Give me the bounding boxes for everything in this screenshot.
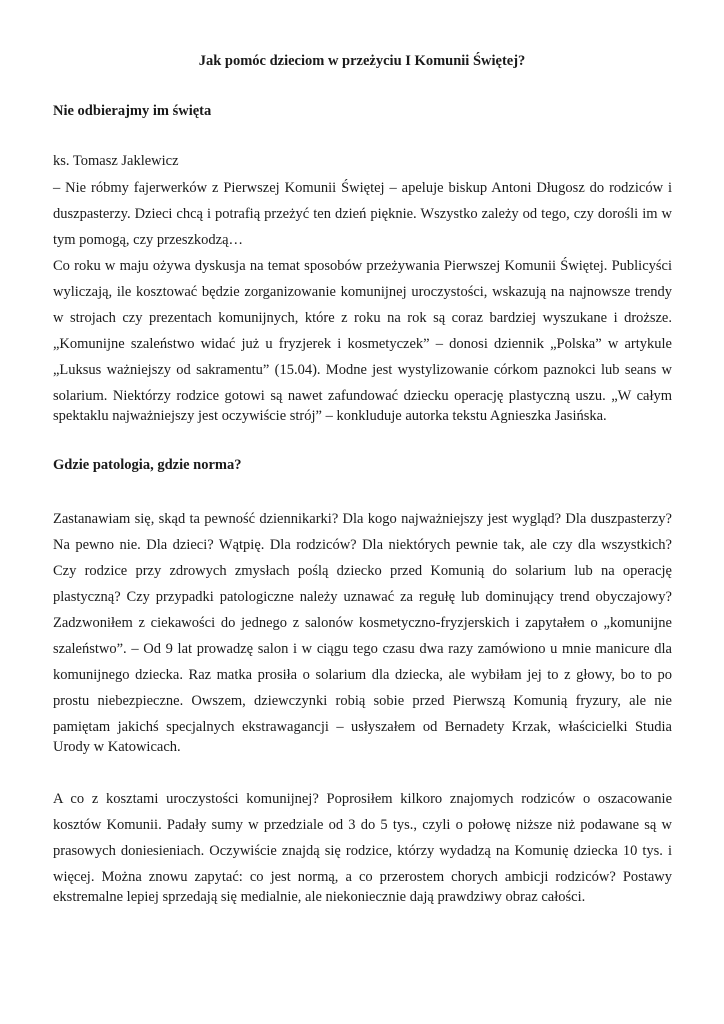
text-line: Urody w Katowicach.	[53, 739, 181, 755]
document-title: Jak pomóc dzieciom w przeżyciu I Komunii Świętej?	[198, 53, 526, 69]
text-line: duszpasterzy. Dzieci chcą i potrafią przeżyć ten dzień pięknie. Wszystko zależy od tego, czy dorośli im w	[53, 206, 672, 222]
text-line: komunijnego dziecka. Raz matka prosiła o solarium dla dziecka, ale wybiłam jej to z głowy, bo to po	[53, 667, 672, 683]
text-line: ekstremalne lepiej sprzedają się medialnie, ale niekoniecznie dają prawdziwy obraz całości.	[53, 889, 586, 905]
text-line: więcej. Można znowu zapytać: co jest normą, a co przerostem chorych ambicji rodziców? Postawy	[53, 869, 672, 885]
section-heading-1: Nie odbierajmy im święta	[53, 103, 212, 119]
author-line: ks. Tomasz Jaklewicz	[53, 153, 179, 169]
text-line: Zastanawiam się, skąd ta pewność dziennikarki? Dla kogo najważniejszy jest wygląd? Dla duszpasterzy?	[53, 511, 672, 527]
text-line: Czy rodzice przy zdrowych zmysłach poślą dziecko przed Komunią do solarium lub na operację	[53, 563, 672, 579]
text-line: Zadzwoniłem z ciekawości do jednego z salonów kosmetyczno-fryzjerskich i zapytałem o „komunijne	[53, 615, 672, 631]
text-line: Na pewno nie. Dla dzieci? Wątpię. Dla rodziców? Dla niektórych pewnie tak, ale czy dla wszystkich?	[53, 537, 672, 553]
text-line: spektaklu najważniejszy jest oczywiście strój” – konkluduje autorka tekstu Agnieszka Jasińska.	[53, 408, 607, 424]
section-heading-2: Gdzie patologia, gdzie norma?	[53, 457, 242, 473]
text-line: „Komunijne szaleństwo widać już u fryzjerek i kosmetyczek” – donosi dziennik „Polska” w artykule	[53, 336, 672, 352]
text-line: plastyczną? Czy przypadki patologiczne należy uznawać za regułę lub dominujący trend obyczajowy?	[53, 589, 672, 605]
text-line: „Luksus ważniejszy od sakramentu” (15.04). Modne jest wystylizowanie córkom paznokci lub seans w	[53, 362, 672, 378]
text-line: kosztów Komunii. Padały sumy w przedziale od 3 do 5 tys., czyli o połowę niższe niż podawane są w	[53, 817, 672, 833]
text-line: szaleństwo”. – Od 9 lat prowadzę salon i w ciągu tego czasu dwa razy zamówiono u mnie manicure dla	[53, 641, 672, 657]
text-line: prasowych doniesieniach. Oczywiście znajdą się rodzice, którzy wydadzą na Komunię dziecka 10 tys. i	[53, 843, 672, 859]
text-line: tym pomogą, czy przeszkodzą…	[53, 232, 244, 248]
text-line: pamiętam jakichś specjalnych ekstrawagancji – usłyszałem od Bernadety Krzak, właścicielki Studia	[53, 719, 672, 735]
text-line: prostu niebezpieczne. Owszem, dziewczynki robią sobie przed Pierwszą Komunią fryzury, ale nie	[53, 693, 672, 709]
text-line: – Nie róbmy fajerwerków z Pierwszej Komunii Świętej – apeluje biskup Antoni Długosz do rodziców i	[53, 180, 672, 196]
text-line: solarium. Niektórzy rodzice gotowi są nawet zafundować dziecku operację plastyczną uszu. „W całym	[53, 388, 672, 404]
text-line: Co roku w maju ożywa dyskusja na temat sposobów przeżywania Pierwszej Komunii Świętej. Publicyści	[53, 258, 672, 274]
text-line: w strojach czy prezentach komunijnych, które z roku na rok są coraz bardziej wyszukane i droższe.	[53, 310, 672, 326]
text-line: A co z kosztami uroczystości komunijnej? Poprosiłem kilkoro znajomych rodziców o oszacowanie	[53, 791, 672, 807]
text-line: wyliczają, ile kosztować będzie zorganizowanie komunijnej uroczystości, wskazują na najnowsze trendy	[53, 284, 672, 300]
